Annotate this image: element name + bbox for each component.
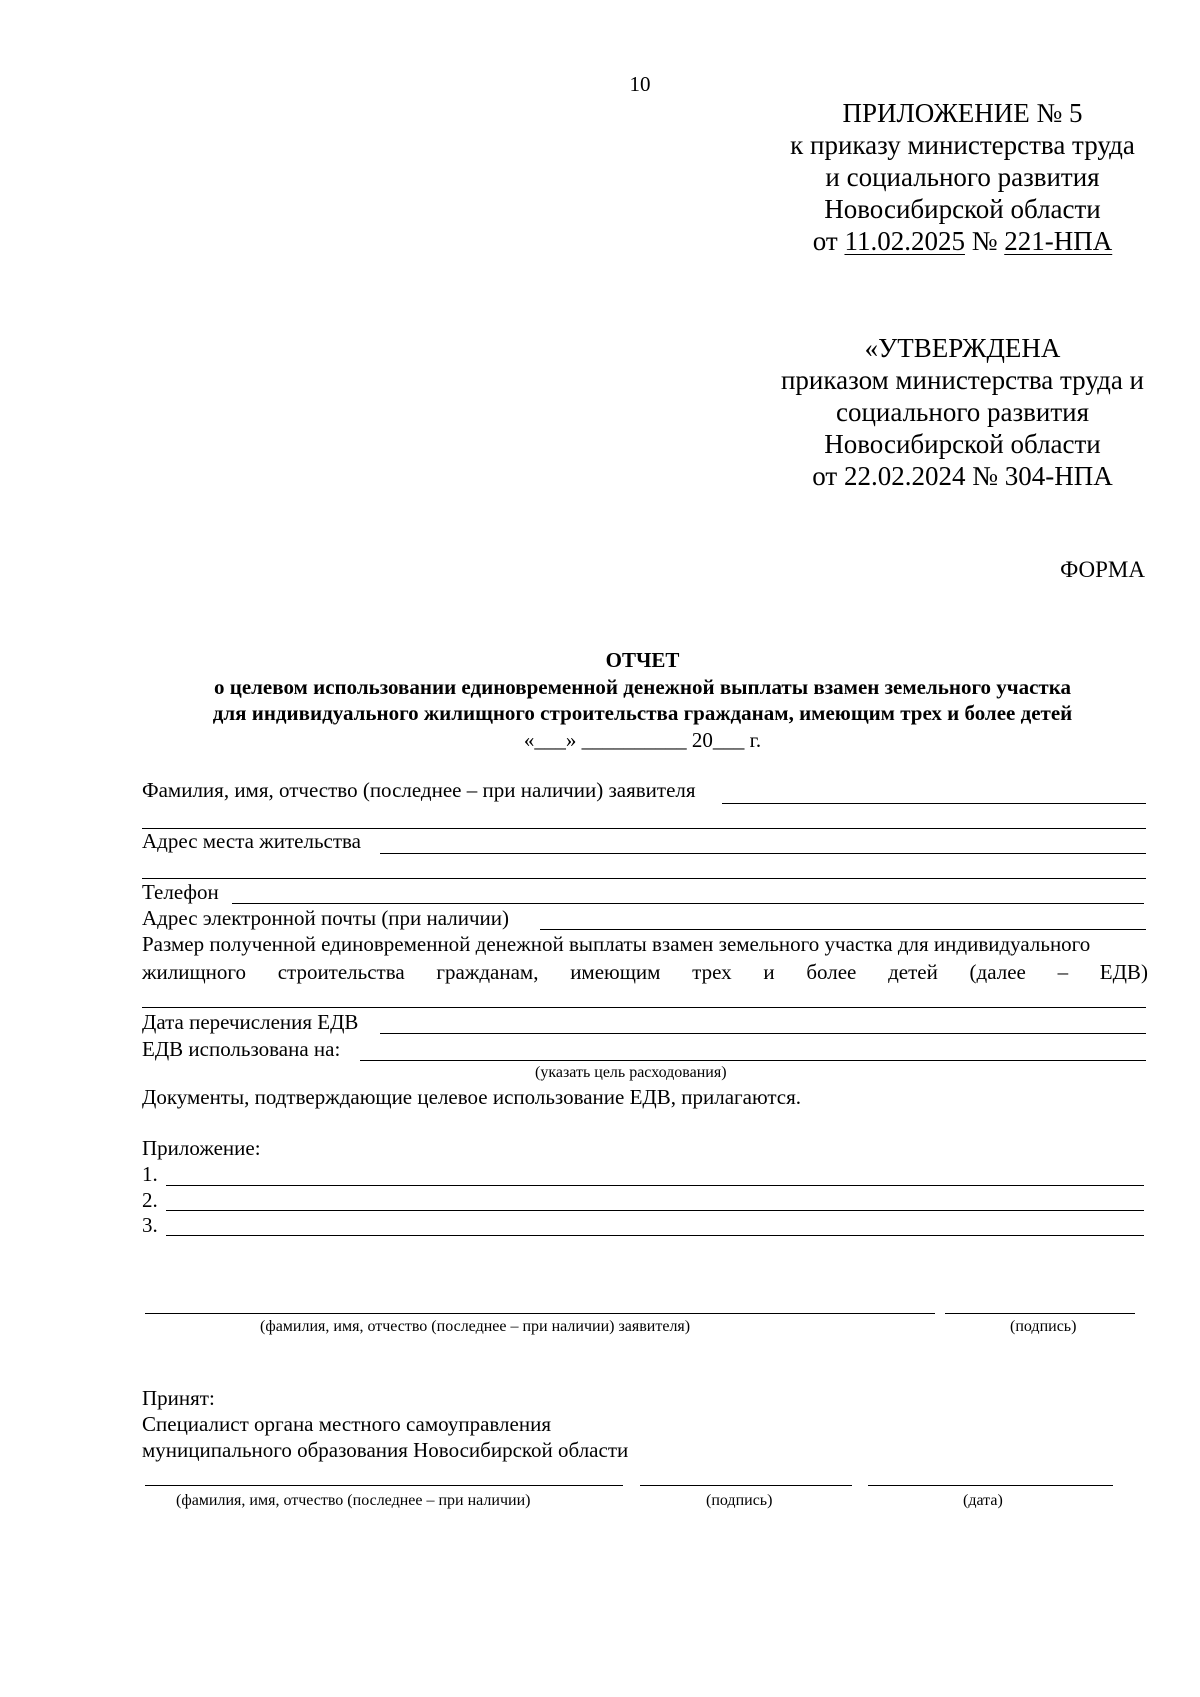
edv-word: и [763,960,775,984]
edv-word: гражданам, [436,960,539,984]
applicant-sign-caption: (подпись) [1010,1318,1077,1335]
attachment-field[interactable] [166,1185,1144,1186]
phone-label: Телефон [142,880,219,904]
accepted-label: Принят: [142,1386,215,1410]
form-label: ФОРМА [1060,557,1145,582]
attachment-number: 2. [142,1188,158,1212]
approved-line: социального развития [835,397,1089,427]
appendix-title: ПРИЛОЖЕНИЕ № 5 [842,98,1083,128]
edv-word: более [806,960,857,984]
report-subtitle: для индивидуального жилищного строительства гражданам, имеющим трех и более детей [212,701,1073,725]
edv-word: – [1057,960,1069,984]
appendix-line: к приказу министерства труда [790,130,1135,160]
acceptance-date-field[interactable] [868,1485,1113,1486]
attachments-label: Приложение: [142,1136,261,1160]
attachment-number: 1. [142,1162,158,1186]
address-label: Адрес места жительства [142,829,361,853]
edv-size-field[interactable] [142,1007,1146,1008]
used-for-label: ЕДВ использована на: [142,1037,341,1061]
attachment-field[interactable] [166,1235,1144,1236]
appendix-line: и социального развития [825,162,1100,192]
applicant-signature-field[interactable] [945,1313,1135,1314]
applicant-name-label: Фамилия, имя, отчество (последнее – при наличии) заявителя [142,778,696,802]
address-field-extra[interactable] [142,878,1146,879]
approved-line: Новосибирской области [824,429,1101,459]
appendix-header [690,97,1200,257]
used-for-field[interactable] [360,1060,1146,1061]
order-number: 221-НПА [1004,226,1113,256]
transfer-date-label: Дата перечисления ЕДВ [142,1010,359,1034]
edv-word: имеющим [570,960,661,984]
approved-line: приказом министерства труда и [780,365,1145,395]
report-date-line: «___» __________ 20___ г. [523,728,762,752]
specialist-name-field[interactable] [145,1485,623,1486]
edv-word: ЕДВ) [1099,960,1148,984]
number-sign: № [964,226,1005,256]
used-for-caption: (указать цель расходования) [535,1064,727,1081]
address-field[interactable] [380,853,1146,854]
acceptance-date-caption: (дата) [963,1492,1003,1509]
report-subtitle: о целевом использовании единовременной денежной выплаты взамен земельного участка [213,675,1072,699]
email-label: Адрес электронной почты (при наличии) [142,906,510,930]
documents-note: Документы, подтверждающие целевое использование ЕДВ, прилагаются. [142,1085,802,1109]
edv-word: жилищного [142,960,246,984]
attachment-number: 3. [142,1213,158,1237]
transfer-date-field[interactable] [380,1033,1146,1034]
applicant-name-caption: (фамилия, имя, отчество (последнее – при наличии) заявителя) [260,1318,691,1335]
email-field[interactable] [540,929,1146,930]
phone-field[interactable] [232,903,1144,904]
accepted-line: муниципального образования Новосибирской области [142,1438,629,1462]
approved-title: «УТВЕРЖДЕНА [864,333,1061,363]
applicant-name-field[interactable] [722,803,1146,804]
applicant-name-signature-field[interactable] [145,1313,935,1314]
accepted-line: Специалист органа местного самоуправления [142,1412,551,1436]
approved-block [690,332,1200,492]
page-number: 10 [629,72,651,96]
order-date: 11.02.2025 [844,226,965,256]
edv-word: (далее [969,960,1026,984]
attachment-field[interactable] [166,1210,1144,1211]
specialist-sign-caption: (подпись) [706,1492,773,1509]
date-prefix: от [812,226,845,256]
edv-size-label: Размер полученной единовременной денежной выплаты взамен земельного участка для индивидуального [142,932,1091,956]
appendix-line: Новосибирской области [824,194,1101,224]
approved-line: от 22.02.2024 № 304-НПА [812,461,1113,491]
edv-word: строительства [277,960,405,984]
report-title: ОТЧЕТ [605,648,680,672]
specialist-name-caption: (фамилия, имя, отчество (последнее – при наличии) [176,1492,531,1509]
edv-word: трех [692,960,732,984]
specialist-signature-field[interactable] [640,1485,852,1486]
edv-size-label-continued [142,960,1148,985]
edv-word: детей [888,960,938,984]
appendix-date-line [690,225,1200,257]
